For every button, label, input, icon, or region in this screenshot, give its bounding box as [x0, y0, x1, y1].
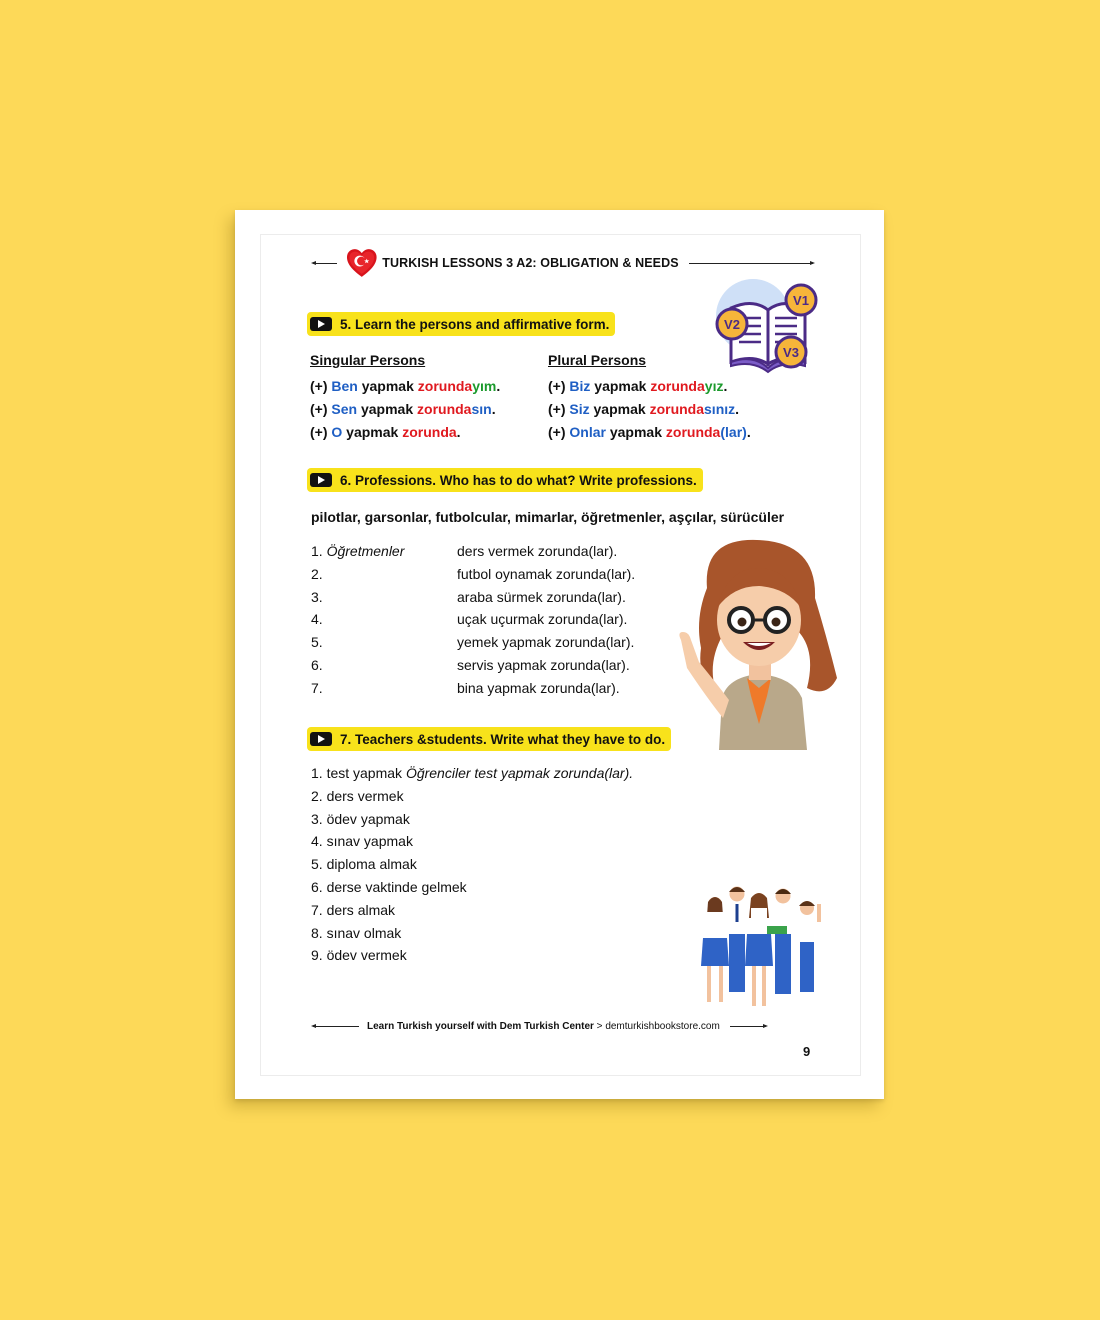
footer-separator: >: [593, 1020, 606, 1032]
conjugation-row: (+) Biz yapmak zorundayız.: [548, 378, 728, 394]
section-6-title-text: 6. Professions. Who has to do what? Write professions.: [340, 472, 697, 488]
footer-credit: Learn Turkish yourself with Dem Turkish Center: [367, 1020, 594, 1032]
exercise-row: 3. araba sürmek zorunda(lar).: [311, 588, 626, 605]
exercise-row: 8. sınav olmak: [311, 924, 402, 941]
page-header: [313, 248, 813, 278]
play-icon: [310, 473, 332, 487]
conjugation-row: (+) O yapmak zorunda.: [310, 424, 461, 440]
conjugation-row: (+) Siz yapmak zorundasınız.: [548, 401, 740, 417]
header-rule-right: [689, 263, 813, 264]
footer-url[interactable]: demturkishbookstore.com: [605, 1020, 720, 1032]
page-footer: [313, 1018, 813, 1034]
exercise-row: 6. servis yapmak zorunda(lar).: [311, 656, 630, 673]
exercise-row: 7. ders almak: [311, 901, 396, 918]
teacher-illustration: [667, 528, 849, 750]
section-6-title: [307, 468, 703, 492]
conjugation-row: (+) Onlar yapmak zorunda(lar).: [548, 424, 751, 440]
exercise-row: 9. ödev vermek: [311, 947, 407, 964]
section-5-title: [307, 312, 615, 336]
plural-persons-heading: Plural Persons: [548, 352, 647, 368]
singular-persons-heading: Singular Persons: [310, 352, 426, 368]
exercise-row: 4. uçak uçurmak zorunda(lar).: [311, 611, 628, 628]
badge-v3: V3: [783, 345, 799, 360]
teachers-students-exercise: [311, 762, 633, 967]
plural-persons-column: [548, 352, 751, 444]
section-7-title: [307, 727, 671, 751]
footer-rule-left: [313, 1026, 359, 1027]
example-answer: Öğretmenler: [326, 543, 405, 559]
badge-v2: V2: [724, 317, 740, 332]
play-icon: [310, 732, 332, 746]
section-7-title-text: 7. Teachers &students. Write what they have to do.: [340, 731, 666, 747]
section-5-title-text: 5. Learn the persons and affirmative form.: [340, 316, 610, 332]
exercise-row: 2. futbol oynamak zorunda(lar).: [311, 565, 636, 582]
conjugation-row: (+) Sen yapmak zorundasın.: [310, 401, 496, 417]
exercise-row: 5. yemek yapmak zorunda(lar).: [311, 634, 635, 651]
exercise-row: 4. sınav yapmak: [311, 833, 413, 850]
footer-rule-right: [730, 1026, 766, 1027]
conjugation-row: (+) Ben yapmak zorundayım.: [310, 378, 501, 394]
example-answer: Öğrenciler test yapmak zorunda(lar).: [405, 765, 634, 781]
exercise-row: 6. derse vaktinde gelmek: [311, 878, 467, 895]
singular-persons-column: [310, 352, 500, 444]
page-title: TURKISH LESSONS 3 A2: OBLIGATION & NEEDS: [382, 256, 679, 270]
turkish-flag-heart-icon: [345, 246, 379, 280]
exercise-row: 7. bina yapmak zorunda(lar).: [311, 679, 620, 696]
worksheet-page: [235, 210, 884, 1099]
professions-exercise: [311, 540, 635, 700]
word-bank: pilotlar, garsonlar, futbolcular, mimarlar, öğretmenler, aşçılar, sürücüler: [311, 509, 785, 525]
exercise-row: 1. test yapmak Öğrenciler test yapmak zorunda(lar).: [311, 765, 634, 781]
exercise-row: 2. ders vermek: [311, 787, 404, 804]
badge-v1: V1: [793, 293, 809, 308]
exercise-row: 3. ödev yapmak: [311, 810, 410, 827]
page-number: 9: [803, 1044, 811, 1059]
students-illustration: [695, 882, 835, 1022]
exercise-row: 5. diploma almak: [311, 856, 417, 873]
exercise-row: 1. Öğretmenler ders vermek zorunda(lar).: [311, 543, 618, 559]
header-rule-left: [313, 263, 337, 264]
play-icon: [310, 317, 332, 331]
